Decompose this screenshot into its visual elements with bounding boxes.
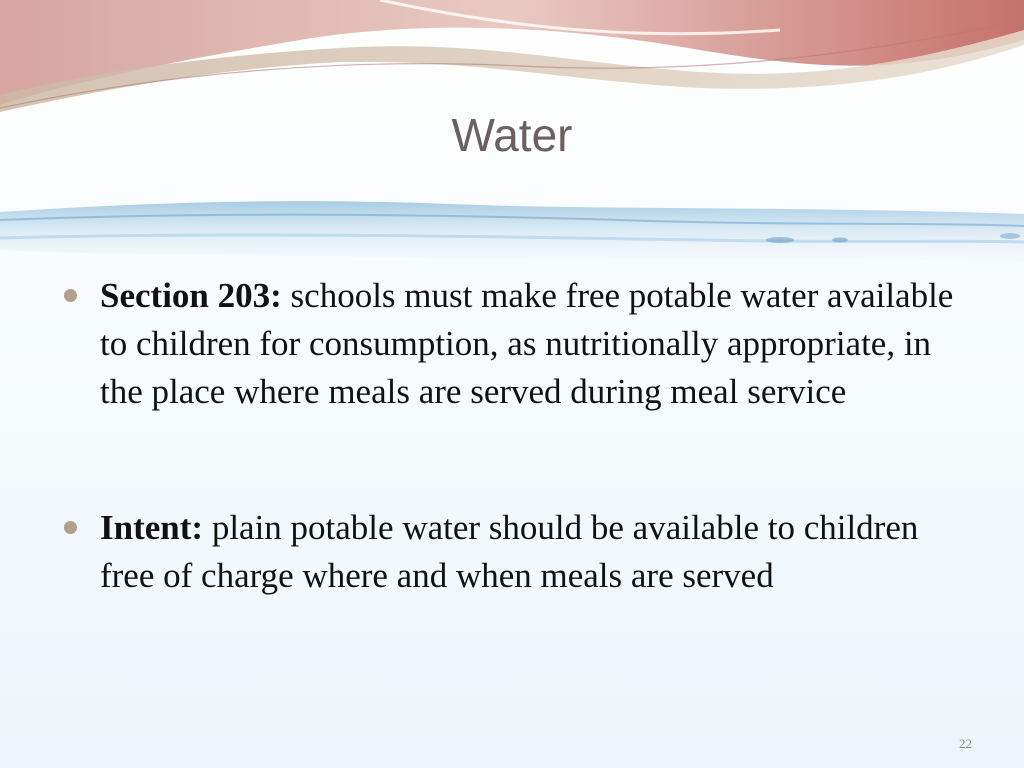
water-surface (0, 201, 1024, 262)
bullet-label: Section 203: (100, 276, 282, 315)
bullet-intent (62, 504, 962, 600)
page-number: 22 (959, 736, 972, 751)
water-drop (832, 238, 848, 243)
bullet-dot-icon (64, 289, 77, 302)
bullet-text: schools must make free potable water available to children for consumption, as nutritionally appropriate, in the place where meals are served during meal service (100, 276, 954, 411)
bullet-dot-icon (64, 521, 77, 534)
bullet-label: Intent: (100, 508, 204, 547)
water-drop (766, 237, 794, 243)
bullet-section-203 (62, 272, 962, 416)
slide-title: Water (451, 109, 573, 161)
water-drop (1000, 233, 1020, 239)
slide-content (62, 272, 962, 688)
bullet-text: plain potable water should be available to children free of charge where and when meals are served (100, 508, 919, 595)
